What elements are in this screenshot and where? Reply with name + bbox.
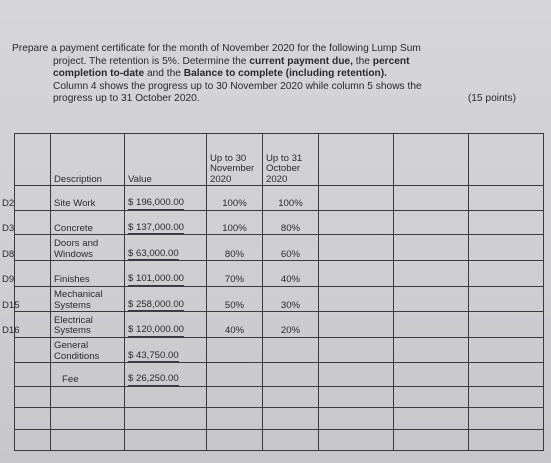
row-description: Fee — [51, 363, 125, 386]
row-description: Site Work — [51, 186, 125, 211]
blank-cell — [51, 408, 125, 429]
blank-cell — [319, 261, 394, 287]
row-code: D9 — [15, 261, 51, 287]
blank-cell — [394, 210, 469, 235]
blank-cell — [394, 386, 469, 407]
blank-cell — [394, 429, 469, 450]
row-code: D16 — [15, 312, 51, 338]
row-progress-october: 30% — [263, 286, 319, 312]
table-row — [15, 235, 544, 261]
header-code — [15, 134, 51, 186]
payment-table — [2, 133, 544, 451]
question-line-3: completion to-date and the Balance to complete (including retention). — [53, 68, 387, 79]
row-progress-october: 20% — [263, 312, 319, 338]
row-value: $ 63,000.00 — [125, 235, 207, 261]
blank-cell — [394, 312, 469, 338]
row-code — [15, 363, 51, 386]
row-value: $ 101,000.00 — [125, 261, 207, 287]
header-blank — [319, 134, 394, 186]
blank-cell — [319, 408, 394, 429]
row-value: $ 120,000.00 — [125, 312, 207, 338]
table-header-row — [15, 134, 544, 186]
blank-cell — [469, 429, 544, 450]
blank-cell — [207, 386, 263, 407]
blank-cell — [263, 408, 319, 429]
row-progress-october: 40% — [263, 261, 319, 287]
row-description: Electrical Systems — [51, 312, 125, 338]
row-progress-november: 70% — [207, 261, 263, 287]
table-row-empty — [15, 386, 544, 407]
table-row — [15, 210, 544, 235]
row-description: Concrete — [51, 210, 125, 235]
blank-cell — [15, 386, 51, 407]
blank-cell — [319, 386, 394, 407]
row-value: $ 26,250.00 — [125, 363, 207, 386]
blank-cell — [469, 363, 544, 386]
blank-cell — [394, 363, 469, 386]
blank-cell — [469, 312, 544, 338]
blank-cell — [15, 408, 51, 429]
blank-cell — [394, 286, 469, 312]
blank-cell — [394, 408, 469, 429]
blank-cell — [125, 408, 207, 429]
header-value: Value — [125, 134, 207, 186]
blank-cell — [51, 386, 125, 407]
row-progress-november: 50% — [207, 286, 263, 312]
question-line-2: project. The retention is 5%. Determine the current payment due, the percent — [53, 55, 410, 67]
blank-cell — [469, 210, 544, 235]
points-label: (15 points) — [467, 93, 516, 104]
blank-cell — [263, 386, 319, 407]
row-value: $ 258,000.00 — [125, 286, 207, 312]
row-progress-november: 100% — [207, 210, 263, 235]
row-progress-october: 100% — [263, 186, 319, 211]
header-up-to-30-november: Up to 30 November 2020 — [207, 134, 263, 186]
blank-cell — [319, 337, 394, 363]
blank-cell — [51, 429, 125, 450]
blank-cell — [207, 429, 263, 450]
blank-cell — [319, 186, 394, 211]
row-description: Finishes — [51, 261, 125, 287]
row-description: Mechanical Systems — [51, 286, 125, 312]
blank-cell — [469, 286, 544, 312]
question-line-5: progress up to 31 October 2020. (15 points) — [53, 93, 516, 104]
blank-cell — [469, 235, 544, 261]
question-text — [12, 43, 528, 106]
blank-cell — [125, 429, 207, 450]
row-description: General Conditions — [51, 337, 125, 363]
blank-cell — [319, 363, 394, 386]
row-progress-october: 60% — [263, 235, 319, 261]
blank-cell — [394, 261, 469, 287]
blank-cell — [469, 337, 544, 363]
blank-cell — [263, 429, 319, 450]
header-blank — [394, 134, 469, 186]
row-code: D15 — [15, 286, 51, 312]
row-progress-november — [207, 363, 263, 386]
row-description: Doors and Windows — [51, 235, 125, 261]
blank-cell — [15, 429, 51, 450]
blank-cell — [394, 235, 469, 261]
header-up-to-31-october: Up to 31 October 2020 — [263, 134, 319, 186]
row-value: $ 137,000.00 — [125, 210, 207, 235]
question-line-4: Column 4 shows the progress up to 30 November 2020 while column 5 shows the — [53, 80, 422, 92]
header-description: Description — [51, 134, 125, 186]
table-row-empty — [15, 429, 544, 450]
blank-cell — [125, 386, 207, 407]
row-code: D3 — [15, 210, 51, 235]
table-row — [15, 363, 544, 386]
blank-cell — [319, 235, 394, 261]
blank-cell — [319, 429, 394, 450]
row-progress-november: 40% — [207, 312, 263, 338]
row-progress-november: 80% — [207, 235, 263, 261]
blank-cell — [319, 312, 394, 338]
table-row — [15, 312, 544, 338]
table-row-empty — [15, 408, 544, 429]
row-code: D8 — [15, 235, 51, 261]
blank-cell — [469, 386, 544, 407]
blank-cell — [319, 210, 394, 235]
blank-cell — [207, 408, 263, 429]
row-code — [15, 337, 51, 363]
row-progress-october: 80% — [263, 210, 319, 235]
blank-cell — [469, 408, 544, 429]
table-row — [15, 286, 544, 312]
table-row — [15, 261, 544, 287]
row-progress-november — [207, 337, 263, 363]
blank-cell — [394, 186, 469, 211]
header-blank — [469, 134, 544, 186]
row-value: $ 43,750.00 — [125, 337, 207, 363]
blank-cell — [319, 286, 394, 312]
row-value: $ 196,000.00 — [125, 186, 207, 211]
row-code: D2 — [15, 186, 51, 211]
blank-cell — [469, 186, 544, 211]
row-progress-november: 100% — [207, 186, 263, 211]
table-row — [15, 186, 544, 211]
table-row — [15, 337, 544, 363]
row-progress-october — [263, 337, 319, 363]
row-progress-october — [263, 363, 319, 386]
question-line-1: Prepare a payment certificate for the month of November 2020 for the following Lump Sum — [12, 43, 421, 54]
blank-cell — [394, 337, 469, 363]
blank-cell — [469, 261, 544, 287]
